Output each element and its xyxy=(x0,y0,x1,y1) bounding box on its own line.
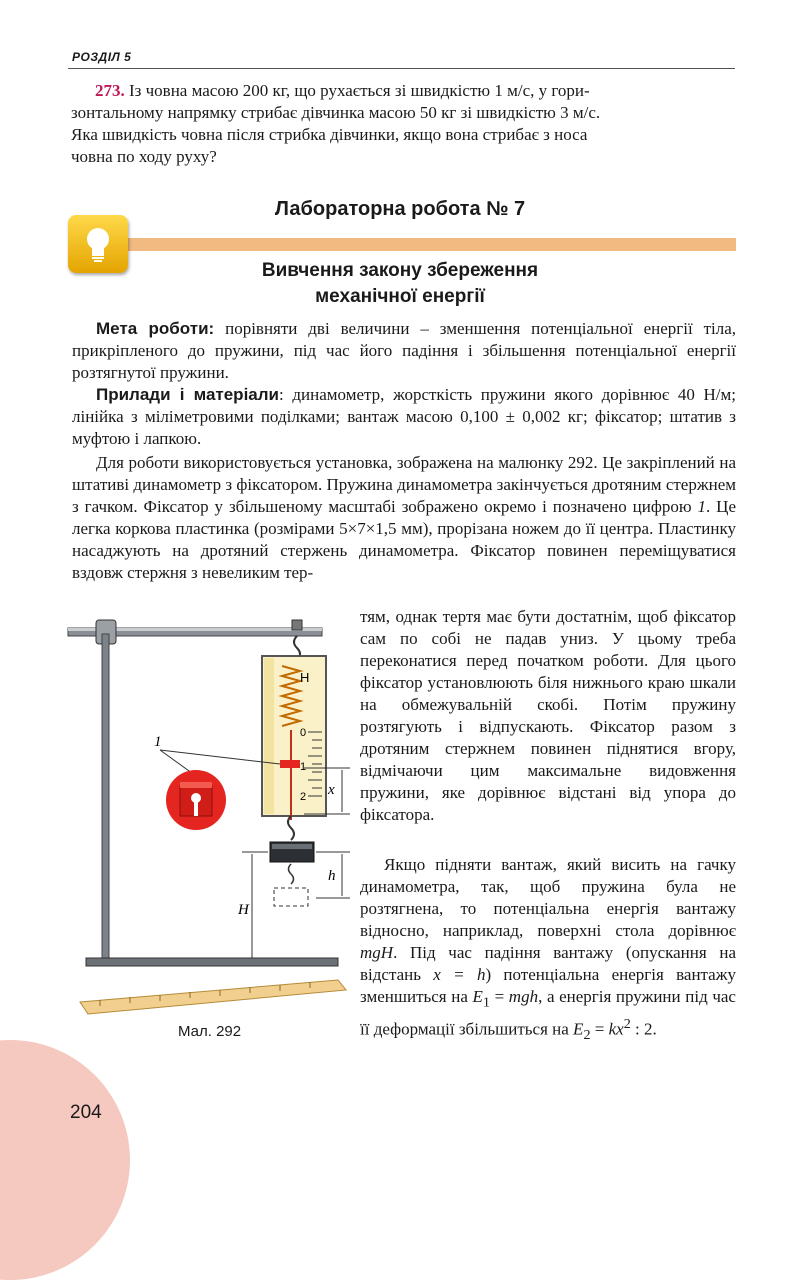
right-column-text-1: тям, однак тертя має бути достатнім, щоб фіксатор сам по собі не падав униз. У цьому треба переконатися перед початком роботи. Для цього фіксатор установлюють біля нижнього краю шкали на обмежувальній скобі. Потім пружину розтягують і відпускають. Фіксатор разом з дротяним стержнем повинен піднятися вгору, відмічаючи цим максимальне видовження пружини, яке дорівнює відстані від упора до фіксатора. xyxy=(360,607,736,824)
intro-text-1: Для роботи використовується установка, зображена на малюнку 292. Це закріплений на штативі динамометр з фіксатором. Пружина динамометра закінчується дротяним стержнем з гачком. Фіксатор у збільшеному масштабі зображено окремо і позначено цифрою xyxy=(72,453,736,516)
goal-label: Мета роботи: xyxy=(96,319,215,338)
problem-line-1: Із човна масою 200 кг, що рухається зі швидкістю 1 м/с, у гори- xyxy=(124,81,590,100)
tick-0: 0 xyxy=(300,727,307,739)
figure-caption: Мал. 292 xyxy=(178,1023,242,1040)
figure-292 xyxy=(60,610,360,1030)
subtitle-line-2: механічної енергії xyxy=(315,286,485,307)
problem-number: 273. xyxy=(95,81,125,100)
lab-title-bar xyxy=(128,238,736,251)
fixer-marker xyxy=(280,760,300,768)
intro-text-2: . Це легка коркова пластинка (розмірами 5×7×1,5 мм), прорізана ножем до її центра. Пластинку насаджують на дротяний стержень динамометра. Фіксатор повинен переміщуватися вздовж стержня з невеликим тер- xyxy=(72,497,737,582)
tick-2: 2 xyxy=(300,791,307,803)
materials-text: : динамометр, жорсткість пружини якого дорівнює 40 Н/м; лінійка з міліметровими поділками; вантаж масою 0,100 ± 0,002 кг; фіксатор; штатив з муфтою і лапкою. xyxy=(72,385,736,448)
label-h: h xyxy=(328,868,336,884)
subtitle-line-1: Вивчення закону збереження xyxy=(261,260,539,281)
header-rule xyxy=(68,68,735,69)
materials-label: Прилади і матеріали xyxy=(96,385,279,404)
label-1: 1 xyxy=(154,734,162,750)
intro-paragraph xyxy=(72,452,736,584)
goal-text: порівняти дві величини – зменшення потенціальної енергії тіла, прикріпленого до пружини, під час його падіння і збільшення потенціальної енергії розтягнутої пружини. xyxy=(72,319,736,382)
goal-paragraph xyxy=(72,318,736,384)
problem-line-3: Яка швидкість човна після стрибка дівчинки, якщо вона стрибає з носа xyxy=(71,125,588,144)
lab-title: Лабораторна робота № 7 xyxy=(274,198,526,220)
section-header: РОЗДІЛ 5 xyxy=(72,50,132,64)
label-x: x xyxy=(328,782,335,798)
problem-line-2: зонтальному напрямку стрибає дівчинка масою 50 кг зі швидкістю 3 м/с. xyxy=(71,103,601,122)
materials-paragraph xyxy=(72,384,736,450)
page-number: 204 xyxy=(70,1102,102,1123)
tick-1: 1 xyxy=(300,761,307,773)
lab-subtitle xyxy=(0,258,800,310)
problem-273 xyxy=(71,80,735,168)
label-H: H xyxy=(238,902,249,918)
corner-decoration xyxy=(0,1040,130,1280)
right-column-text-2: Якщо підняти вантаж, який висить на гачку динамометра, так, щоб пружина була не розтягнена, то потенціальна енергія вантажу відносно, наприклад, поверхні стола дорівнює mgH. Під час падіння вантажу (опускання на відстань x = h) потенціальна енергія вантажу зменшиться на $E_1$ = mgh, а енергія пружини під час її деформації збільшиться на $E_2 = kx^2$ : 2. xyxy=(360,855,736,1044)
intro-digit: 1 xyxy=(697,497,706,516)
problem-line-4: човна по ходу руху? xyxy=(71,147,217,166)
scale-label-H: Н xyxy=(300,670,310,685)
